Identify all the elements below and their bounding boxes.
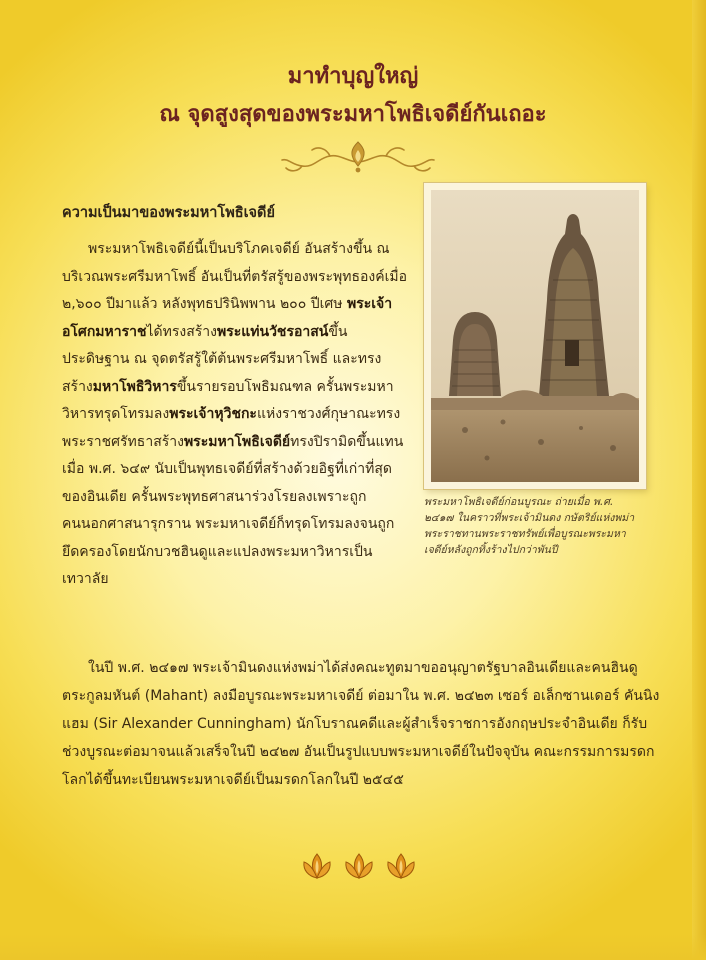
history-emphasis-4: พระเจ้าหุวิชกะ bbox=[169, 406, 257, 422]
history-emphasis-3: มหาโพธิวิหาร bbox=[92, 378, 177, 395]
history-text-3: ขึ้นประดิษฐาน ณ จุดตรัสรู้ใต้ต้นพระศรีมหาโพธิ์ และทรงสร้าง bbox=[62, 323, 382, 395]
history-text-2: ได้ทรงสร้าง bbox=[146, 323, 217, 340]
history-text-6: ทรงปิรามิดขึ้นแทนเมื่อ พ.ศ. ๖๔๙ นับเป็นพุทธเจดีย์ที่สร้างด้วยอิฐที่เก่าที่สุดของอินเดีย ครั้นพระพุทธศาสนาร่วงโรยลงเพราะถูกคนนอกศาสนารุกราน พระมหาเจดีย์ก็ทรุดโทรมลงจนถูกยึดครองโดยนักบวชฮินดูและแปลงพระมหาวิหารเป็นเทวาลัย bbox=[62, 433, 404, 587]
history-paragraph bbox=[62, 236, 410, 594]
page-title-line-2: ณ จุดสูงสุดของพระมหาโพธิเจดีย์กันเถอะ bbox=[159, 101, 547, 127]
lotus-flower-icon bbox=[342, 850, 376, 882]
lotus-flower-icon bbox=[384, 850, 418, 882]
history-text-1: พระมหาโพธิเจดีย์นี้เป็นบริโภคเจดีย์ อันสร้างขึ้น ณ บริเวณพระศรีมหาโพธิ์ อันเป็นที่ตรัสรู้ของพระพุทธองค์เมื่อ ๒,๖๐๐ ปีมาแล้ว หลังพุทธปรินิพพาน ๒๐๐ ปีเศษ bbox=[62, 241, 408, 312]
restoration-text: ในปี พ.ศ. ๒๔๑๗ พระเจ้ามินดงแห่งพม่าได้ส่งคณะทูตมาขออนุญาตรัฐบาลอินเดียและคนฮินดูตระกูลมหันต์ (Mahant) ลงมือบูรณะพระมหาเจดีย์ ต่อมาใน พ.ศ. ๒๔๒๓ เซอร์ อเล็กซานเดอร์ คันนิงแฮม (Sir Alexander Cunningham) นักโบราณคดีและผู้สำเร็จราชการอังกฤษประจำอินเดีย ก็รับช่วงบูรณะต่อมาจนแล้วเสร็จในปี ๒๔๒๗ อันเป็นรูปแบบพระมหาเจดีย์ในปัจจุบัน คณะกรรมการมรดกโลกได้ขึ้นทะเบียนพระมหาเจดีย์เป็นมรดกโลกในปี ๒๕๔๕ bbox=[62, 660, 660, 788]
mahabodhi-stupa-photo bbox=[431, 190, 639, 482]
page-edge-strip bbox=[692, 0, 706, 960]
page-bottom-strip bbox=[0, 934, 706, 960]
history-text-4: ขึ้นรายรอบโพธิมณฑล ครั้นพระมหาวิหารทรุดโทรมลง bbox=[62, 378, 394, 422]
ornament-divider-icon bbox=[278, 136, 438, 178]
history-emphasis-5: พระมหาโพธิเจดีย์ bbox=[183, 433, 291, 450]
historic-photo-frame bbox=[424, 183, 646, 489]
photo-caption: พระมหาโพธิเจดีย์ก่อนบูรณะ ถ่ายเมื่อ พ.ศ. ๒๔๑๗ ในคราวที่พระเจ้ามินดง กษัตริย์แห่งพม่า พระราชทานพระราชทรัพย์เพื่อบูรณะพระมหาเจดีย์หลังถูกทิ้งร้างไปกว่าพันปี bbox=[424, 496, 635, 556]
history-emphasis-2: พระแท่นวัชรอาสน์ bbox=[216, 323, 329, 340]
section-heading: ความเป็นมาของพระมหาโพธิเจดีย์ bbox=[62, 205, 275, 221]
history-emphasis-1: พระเจ้าอโศกมหาราช bbox=[62, 296, 393, 340]
lotus-flower-icon bbox=[300, 850, 334, 882]
history-text-5: แห่งราชวงศ์กุษาณะทรงพระราชศรัทธาสร้าง bbox=[62, 406, 401, 450]
page-title-line-1: มาทำบุญใหญ่ bbox=[287, 63, 419, 89]
restoration-paragraph bbox=[62, 654, 662, 794]
